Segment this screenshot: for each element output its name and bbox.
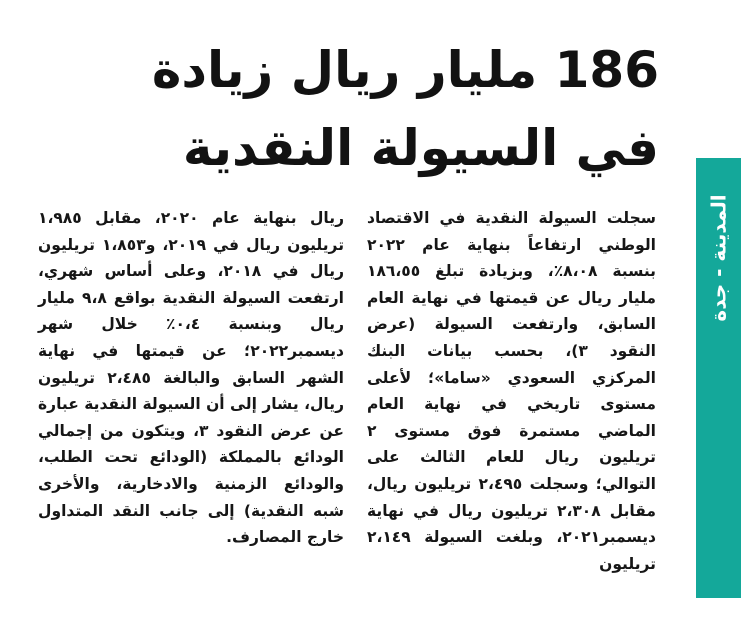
bureau-tag-bar	[696, 158, 741, 598]
headline-line-2: في السيولة النقدية	[182, 119, 659, 177]
bureau-tag-label-box	[696, 158, 741, 358]
article-column-right	[367, 205, 656, 577]
article-paragraph-right: سجلت السيولة النقدية في الاقتصاد الوطني ارتفاعاً بنهاية عام ٢٠٢٢ بنسبة ٨،٠٨٪، وبزيادة تبلغ ١٨٦،٥٥ مليار ريال عن قيمتها في نهاية العام السابق، وارتفعت السيولة (عرض النقود ٣)، بحسب بيانات البنك المركزي السعودي «ساما»؛ لأعلى مستوى تاريخي في نهاية العام الماضي مستمرة فوق مستوى ٢ تريليون ريال للعام الثالث على التوالي؛ وسجلت ٢،٤٩٥ تريليون ريال، مقابل ٢،٣٠٨ تريليون ريال في نهاية ديسمبر٢٠٢١، وبلغت السيولة ٢،١٤٩ تريليون	[367, 209, 657, 573]
bureau-tag-label: المدينة - جدة	[706, 194, 731, 322]
headline-line-1: 186 مليار ريال زيادة	[151, 41, 659, 99]
article-column-left	[38, 205, 344, 551]
article-paragraph-left: ريال بنهاية عام ٢٠٢٠، مقابل ١،٩٨٥ تريليون ريال في ٢٠١٩، و١،٨٥٣ تريليون ريال في ٢٠١٨، وعلى أساس شهري، ارتفعت السيولة النقدية بواقع ٩،٨ مليار ريال وبنسبة ٠،٤٪ خلال شهر ديسمبر٢٠٢٢؛ عن قيمتها في نهاية الشهر السابق والبالغة ٢،٤٨٥ تريليون ريال، يشار إلى أن السيولة النقدية عبارة عن عرض النقود ٣، ويتكون من إجمالي الودائع بالمملكة (الودائع تحت الطلب، والودائع الزمنية والادخارية، والأخرى شبه النقدية) إلى جانب النقد المتداول خارج المصارف.	[38, 209, 345, 547]
